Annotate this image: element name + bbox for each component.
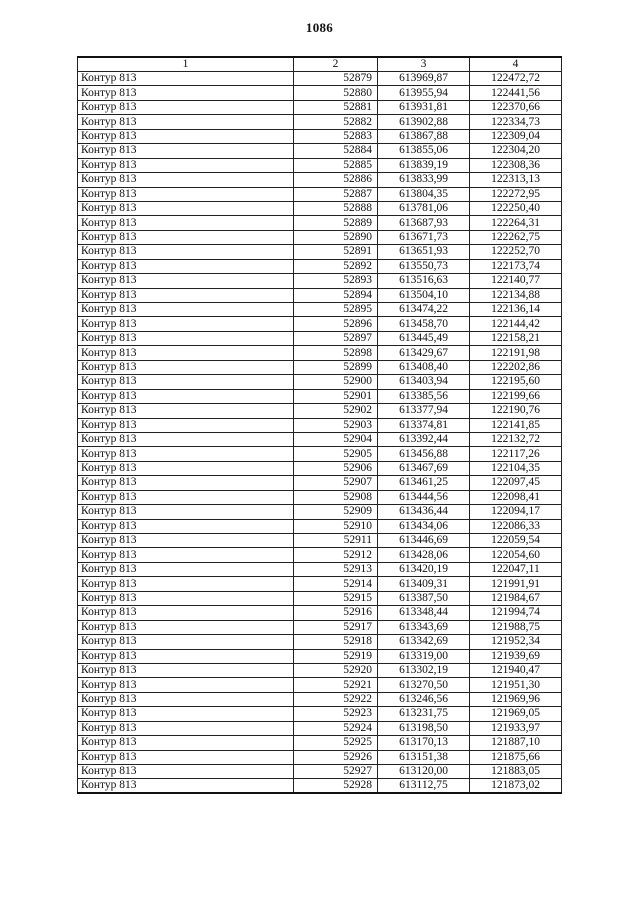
cell-point-number: 52920 <box>294 663 378 677</box>
cell-contour-name: Контур 813 <box>78 360 294 374</box>
cell-contour-name: Контур 813 <box>78 158 294 172</box>
header-col-1: 1 <box>78 57 294 72</box>
cell-contour-name: Контур 813 <box>78 331 294 345</box>
cell-coord-y: 122308,36 <box>470 158 562 172</box>
cell-point-number: 52901 <box>294 389 378 403</box>
cell-contour-name: Контур 813 <box>78 245 294 259</box>
cell-contour-name: Контур 813 <box>78 765 294 779</box>
cell-coord-y: 121873,02 <box>470 779 562 794</box>
cell-coord-x: 613198,50 <box>378 721 470 735</box>
table-row <box>78 447 562 461</box>
cell-point-number: 52897 <box>294 331 378 345</box>
table-row <box>78 230 562 244</box>
header-row <box>78 57 562 72</box>
cell-coord-y: 122252,70 <box>470 245 562 259</box>
cell-coord-x: 613461,25 <box>378 476 470 490</box>
cell-contour-name: Контур 813 <box>78 201 294 215</box>
table-row <box>78 490 562 504</box>
cell-coord-y: 122117,26 <box>470 447 562 461</box>
cell-contour-name: Контур 813 <box>78 389 294 403</box>
table-row <box>78 432 562 446</box>
cell-coord-y: 122098,41 <box>470 490 562 504</box>
cell-coord-y: 122132,72 <box>470 432 562 446</box>
cell-point-number: 52883 <box>294 129 378 143</box>
table-row <box>78 72 562 86</box>
cell-point-number: 52894 <box>294 288 378 302</box>
cell-point-number: 52903 <box>294 418 378 432</box>
cell-contour-name: Контур 813 <box>78 115 294 129</box>
table-row <box>78 389 562 403</box>
cell-contour-name: Контур 813 <box>78 663 294 677</box>
cell-coord-x: 613403,94 <box>378 375 470 389</box>
cell-coord-x: 613445,49 <box>378 331 470 345</box>
cell-point-number: 52885 <box>294 158 378 172</box>
cell-coord-y: 122250,40 <box>470 201 562 215</box>
table-row <box>78 259 562 273</box>
cell-coord-x: 613434,06 <box>378 519 470 533</box>
cell-coord-x: 613151,38 <box>378 750 470 764</box>
cell-coord-x: 613902,88 <box>378 115 470 129</box>
cell-coord-y: 121969,96 <box>470 692 562 706</box>
cell-point-number: 52921 <box>294 678 378 692</box>
cell-coord-y: 121969,05 <box>470 707 562 721</box>
cell-coord-x: 613781,06 <box>378 201 470 215</box>
cell-contour-name: Контур 813 <box>78 129 294 143</box>
cell-coord-x: 613474,22 <box>378 303 470 317</box>
cell-contour-name: Контур 813 <box>78 418 294 432</box>
cell-coord-y: 122144,42 <box>470 317 562 331</box>
cell-point-number: 52905 <box>294 447 378 461</box>
cell-contour-name: Контур 813 <box>78 620 294 634</box>
table-row <box>78 274 562 288</box>
table-row <box>78 779 562 794</box>
table-row <box>78 404 562 418</box>
table-row <box>78 115 562 129</box>
cell-coord-x: 613348,44 <box>378 606 470 620</box>
cell-coord-y: 122304,20 <box>470 144 562 158</box>
cell-contour-name: Контур 813 <box>78 721 294 735</box>
cell-coord-x: 613867,88 <box>378 129 470 143</box>
cell-coord-x: 613112,75 <box>378 779 470 794</box>
cell-contour-name: Контур 813 <box>78 375 294 389</box>
cell-coord-x: 613120,00 <box>378 765 470 779</box>
cell-coord-y: 122173,74 <box>470 259 562 273</box>
cell-coord-y: 121933,97 <box>470 721 562 735</box>
table-row <box>78 765 562 779</box>
cell-contour-name: Контур 813 <box>78 144 294 158</box>
cell-coord-x: 613955,94 <box>378 86 470 100</box>
cell-point-number: 52892 <box>294 259 378 273</box>
cell-coord-y: 122441,56 <box>470 86 562 100</box>
cell-contour-name: Контур 813 <box>78 317 294 331</box>
cell-coord-x: 613855,06 <box>378 144 470 158</box>
cell-coord-x: 613516,63 <box>378 274 470 288</box>
cell-contour-name: Контур 813 <box>78 750 294 764</box>
table-row <box>78 317 562 331</box>
cell-coord-x: 613377,94 <box>378 404 470 418</box>
cell-coord-y: 122199,66 <box>470 389 562 403</box>
table-row <box>78 144 562 158</box>
table-row <box>78 158 562 172</box>
cell-coord-x: 613392,44 <box>378 432 470 446</box>
cell-coord-x: 613374,81 <box>378 418 470 432</box>
cell-point-number: 52882 <box>294 115 378 129</box>
cell-contour-name: Контур 813 <box>78 534 294 548</box>
table-row <box>78 707 562 721</box>
cell-point-number: 52898 <box>294 346 378 360</box>
cell-point-number: 52918 <box>294 635 378 649</box>
cell-coord-x: 613302,19 <box>378 663 470 677</box>
table-row <box>78 461 562 475</box>
cell-contour-name: Контур 813 <box>78 649 294 663</box>
table-row <box>78 375 562 389</box>
cell-coord-x: 613409,31 <box>378 577 470 591</box>
table-row <box>78 649 562 663</box>
cell-coord-x: 613444,56 <box>378 490 470 504</box>
cell-coord-y: 122272,95 <box>470 187 562 201</box>
cell-coord-y: 121952,34 <box>470 635 562 649</box>
cell-contour-name: Контур 813 <box>78 259 294 273</box>
table-row <box>78 692 562 706</box>
cell-coord-y: 121994,74 <box>470 606 562 620</box>
cell-contour-name: Контур 813 <box>78 692 294 706</box>
cell-coord-x: 613246,56 <box>378 692 470 706</box>
cell-coord-y: 122097,45 <box>470 476 562 490</box>
table-row <box>78 519 562 533</box>
table-row <box>78 187 562 201</box>
cell-contour-name: Контур 813 <box>78 288 294 302</box>
cell-point-number: 52890 <box>294 230 378 244</box>
cell-contour-name: Контур 813 <box>78 476 294 490</box>
table-row <box>78 534 562 548</box>
cell-contour-name: Контур 813 <box>78 432 294 446</box>
cell-contour-name: Контур 813 <box>78 606 294 620</box>
table-row <box>78 591 562 605</box>
cell-coord-x: 613550,73 <box>378 259 470 273</box>
cell-point-number: 52881 <box>294 100 378 114</box>
table-row <box>78 505 562 519</box>
cell-coord-y: 122141,85 <box>470 418 562 432</box>
table-row <box>78 331 562 345</box>
cell-point-number: 52907 <box>294 476 378 490</box>
cell-coord-y: 122086,33 <box>470 519 562 533</box>
cell-point-number: 52900 <box>294 375 378 389</box>
cell-coord-x: 613931,81 <box>378 100 470 114</box>
cell-contour-name: Контур 813 <box>78 303 294 317</box>
cell-point-number: 52887 <box>294 187 378 201</box>
cell-coord-x: 613385,56 <box>378 389 470 403</box>
cell-point-number: 52924 <box>294 721 378 735</box>
table-row <box>78 750 562 764</box>
cell-coord-x: 613671,73 <box>378 230 470 244</box>
cell-contour-name: Контур 813 <box>78 461 294 475</box>
cell-coord-y: 121887,10 <box>470 736 562 750</box>
cell-point-number: 52919 <box>294 649 378 663</box>
cell-coord-y: 122094,17 <box>470 505 562 519</box>
cell-point-number: 52928 <box>294 779 378 794</box>
cell-coord-x: 613342,69 <box>378 635 470 649</box>
cell-point-number: 52917 <box>294 620 378 634</box>
cell-coord-y: 122334,73 <box>470 115 562 129</box>
cell-point-number: 52908 <box>294 490 378 504</box>
table-row <box>78 129 562 143</box>
cell-coord-x: 613504,10 <box>378 288 470 302</box>
table-row <box>78 418 562 432</box>
cell-coord-x: 613839,19 <box>378 158 470 172</box>
table-row <box>78 721 562 735</box>
cell-coord-x: 613387,50 <box>378 591 470 605</box>
header-col-3: 3 <box>378 57 470 72</box>
cell-coord-x: 613456,88 <box>378 447 470 461</box>
table-row <box>78 86 562 100</box>
table-row <box>78 346 562 360</box>
cell-point-number: 52911 <box>294 534 378 548</box>
cell-contour-name: Контур 813 <box>78 404 294 418</box>
cell-contour-name: Контур 813 <box>78 447 294 461</box>
cell-coord-y: 121984,67 <box>470 591 562 605</box>
table-row <box>78 173 562 187</box>
cell-coord-y: 122309,04 <box>470 129 562 143</box>
cell-contour-name: Контур 813 <box>78 100 294 114</box>
table-row <box>78 288 562 302</box>
cell-contour-name: Контур 813 <box>78 86 294 100</box>
cell-point-number: 52909 <box>294 505 378 519</box>
cell-contour-name: Контур 813 <box>78 548 294 562</box>
table-header <box>78 57 562 72</box>
cell-coord-y: 122140,77 <box>470 274 562 288</box>
cell-point-number: 52914 <box>294 577 378 591</box>
cell-coord-y: 122047,11 <box>470 562 562 576</box>
cell-point-number: 52888 <box>294 201 378 215</box>
cell-coord-x: 613467,69 <box>378 461 470 475</box>
cell-coord-y: 122370,66 <box>470 100 562 114</box>
cell-coord-x: 613651,93 <box>378 245 470 259</box>
cell-coord-y: 121988,75 <box>470 620 562 634</box>
table-row <box>78 663 562 677</box>
cell-contour-name: Контур 813 <box>78 577 294 591</box>
cell-coord-y: 122190,76 <box>470 404 562 418</box>
cell-point-number: 52913 <box>294 562 378 576</box>
cell-coord-y: 122202,86 <box>470 360 562 374</box>
table-row <box>78 476 562 490</box>
cell-contour-name: Контур 813 <box>78 173 294 187</box>
cell-point-number: 52899 <box>294 360 378 374</box>
table-row <box>78 245 562 259</box>
cell-coord-y: 122054,60 <box>470 548 562 562</box>
cell-contour-name: Контур 813 <box>78 274 294 288</box>
cell-coord-x: 613170,13 <box>378 736 470 750</box>
cell-point-number: 52902 <box>294 404 378 418</box>
cell-point-number: 52916 <box>294 606 378 620</box>
cell-coord-y: 121951,30 <box>470 678 562 692</box>
header-col-4: 4 <box>470 57 562 72</box>
table-row <box>78 548 562 562</box>
cell-point-number: 52889 <box>294 216 378 230</box>
cell-coord-x: 613231,75 <box>378 707 470 721</box>
cell-coord-y: 121875,66 <box>470 750 562 764</box>
cell-coord-x: 613343,69 <box>378 620 470 634</box>
page-number: 1086 <box>305 20 334 35</box>
cell-contour-name: Контур 813 <box>78 736 294 750</box>
table-row <box>78 678 562 692</box>
cell-point-number: 52884 <box>294 144 378 158</box>
cell-coord-y: 122472,72 <box>470 72 562 86</box>
cell-coord-y: 121883,05 <box>470 765 562 779</box>
cell-point-number: 52922 <box>294 692 378 706</box>
cell-point-number: 52895 <box>294 303 378 317</box>
table-row <box>78 577 562 591</box>
cell-coord-x: 613429,67 <box>378 346 470 360</box>
cell-coord-y: 122264,31 <box>470 216 562 230</box>
cell-point-number: 52925 <box>294 736 378 750</box>
cell-coord-y: 122134,88 <box>470 288 562 302</box>
cell-contour-name: Контур 813 <box>78 519 294 533</box>
header-col-2: 2 <box>294 57 378 72</box>
cell-point-number: 52910 <box>294 519 378 533</box>
table-row <box>78 216 562 230</box>
cell-point-number: 52880 <box>294 86 378 100</box>
cell-coord-y: 122195,60 <box>470 375 562 389</box>
cell-coord-y: 122136,14 <box>470 303 562 317</box>
table-row <box>78 303 562 317</box>
cell-point-number: 52926 <box>294 750 378 764</box>
table-row <box>78 100 562 114</box>
cell-coord-x: 613833,99 <box>378 173 470 187</box>
cell-coord-x: 613687,93 <box>378 216 470 230</box>
cell-coord-x: 613804,35 <box>378 187 470 201</box>
cell-coord-x: 613458,70 <box>378 317 470 331</box>
cell-coord-y: 122158,21 <box>470 331 562 345</box>
cell-contour-name: Контур 813 <box>78 230 294 244</box>
table-row <box>78 620 562 634</box>
cell-coord-y: 122059,54 <box>470 534 562 548</box>
cell-contour-name: Контур 813 <box>78 707 294 721</box>
cell-point-number: 52927 <box>294 765 378 779</box>
cell-contour-name: Контур 813 <box>78 490 294 504</box>
cell-coord-y: 122313,13 <box>470 173 562 187</box>
cell-contour-name: Контур 813 <box>78 591 294 605</box>
cell-coord-x: 613270,50 <box>378 678 470 692</box>
cell-contour-name: Контур 813 <box>78 187 294 201</box>
cell-coord-y: 121939,69 <box>470 649 562 663</box>
cell-contour-name: Контур 813 <box>78 562 294 576</box>
cell-coord-x: 613436,44 <box>378 505 470 519</box>
cell-coord-y: 121940,47 <box>470 663 562 677</box>
cell-point-number: 52886 <box>294 173 378 187</box>
cell-contour-name: Контур 813 <box>78 505 294 519</box>
table-row <box>78 562 562 576</box>
cell-contour-name: Контур 813 <box>78 635 294 649</box>
table-row <box>78 606 562 620</box>
cell-point-number: 52893 <box>294 274 378 288</box>
table-row <box>78 635 562 649</box>
cell-contour-name: Контур 813 <box>78 72 294 86</box>
cell-coord-x: 613428,06 <box>378 548 470 562</box>
table-row <box>78 736 562 750</box>
cell-contour-name: Контур 813 <box>78 216 294 230</box>
cell-contour-name: Контур 813 <box>78 678 294 692</box>
cell-coord-y: 122262,75 <box>470 230 562 244</box>
cell-coord-x: 613408,40 <box>378 360 470 374</box>
cell-coord-y: 122104,35 <box>470 461 562 475</box>
cell-point-number: 52896 <box>294 317 378 331</box>
table-row <box>78 360 562 374</box>
cell-point-number: 52906 <box>294 461 378 475</box>
coordinates-table <box>77 56 562 794</box>
table-body <box>78 72 562 794</box>
cell-coord-x: 613420,19 <box>378 562 470 576</box>
cell-point-number: 52904 <box>294 432 378 446</box>
cell-point-number: 52915 <box>294 591 378 605</box>
cell-point-number: 52879 <box>294 72 378 86</box>
cell-coord-y: 121991,91 <box>470 577 562 591</box>
table-row <box>78 201 562 215</box>
cell-point-number: 52923 <box>294 707 378 721</box>
cell-contour-name: Контур 813 <box>78 779 294 794</box>
cell-contour-name: Контур 813 <box>78 346 294 360</box>
cell-coord-x: 613319,00 <box>378 649 470 663</box>
cell-point-number: 52891 <box>294 245 378 259</box>
cell-coord-x: 613969,87 <box>378 72 470 86</box>
cell-point-number: 52912 <box>294 548 378 562</box>
cell-coord-x: 613446,69 <box>378 534 470 548</box>
cell-coord-y: 122191,98 <box>470 346 562 360</box>
